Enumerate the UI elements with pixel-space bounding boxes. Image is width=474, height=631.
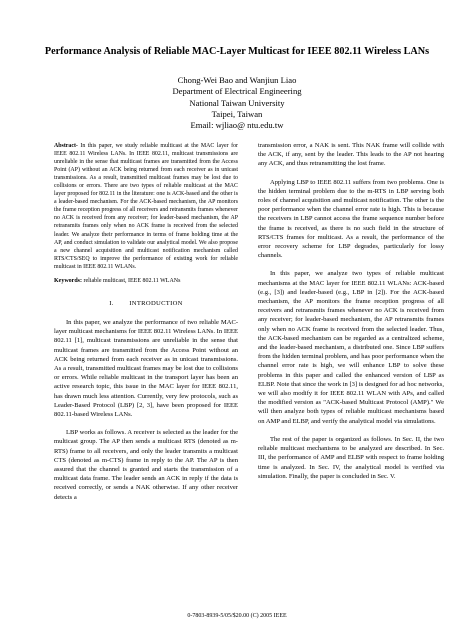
- intro-paragraph-2: LBP works as follows. A receiver is selected as the leader for the multicast group. The AP then sends a multicast RTS (denoted as m-RTS) frame to all receivers, and only the leader transmits a multicast CTS (denoted as m-CTS) frame in reply to the AP. The AP is then assured that the channel is granted and starts the transmission of a multicast data frame. The leader sends an ACK in reply if the data is received correctly, or sends a NAK otherwise. If any other receiver detects a: [54, 429, 238, 501]
- affiliation-department: Department of Electrical Engineering: [172, 86, 302, 97]
- author-names: Chong-Wei Bao and Wanjiun Liao: [177, 75, 297, 85]
- left-column: [54, 142, 238, 502]
- abstract-label: Abstract-: [54, 143, 78, 149]
- right-column: [258, 141, 444, 481]
- abstract-text: In this paper, we study reliable multicast at the MAC layer for IEEE 802.11 Wireless LANs. In IEEE 802.11, multicast transmissions are unreliable in the sense that multicast frames are transmitted from the Access Point (AP) without an ACK being returned from each receiver as in unicast transmissions. As a result, transmitted multicast frames may be lost due to collisions or errors. There are two types of reliable multicast at the MAC layer proposed for 802.11 in the literature: one is ACK-based and the other is a leader-based mechanism. For the ACK-based mechanism, the AP monitors the frame reception progress of all receivers and retransmits frames whenever no ACK is received from any receiver; for leader-based mechanism, the AP retransmits frames only when no ACK frame is received from the selected leader. We analyze their performance in terms of frame holding time at the AP, and conduct simulation to validate our analytical model. We also propose a new channel acquisition and multicast notification mechanism called RTS/CTS/SEQ to improve the performance of existing work for reliable multicast in IEEE 802.11 WLANs.: [54, 143, 238, 270]
- affiliation-city: Taipei, Taiwan: [211, 108, 263, 119]
- section-heading-introduction: I. INTRODUCTION: [109, 299, 183, 307]
- author-block: [100, 75, 374, 131]
- abstract: [54, 142, 238, 271]
- copyright-footer: 0-7803-8939-5/05/$20.00 (C) 2005 IEEE: [187, 613, 287, 619]
- paper-title: Performance Analysis of Reliable MAC-Layer Multicast for IEEE 802.11 Wireless LANs: [44, 46, 430, 57]
- right-paragraph-0: transmission error, a NAK is sent. This NAK frame will collide with the ACK, if any, sent by the leader. This leads to the AP not hearing any ACK, and thus retransmitting the lost frame.: [258, 142, 444, 168]
- affiliation-university: National Taiwan University: [189, 97, 285, 108]
- intro-paragraph-1: In this paper, we analyze the performance of two reliable MAC-layer multicast mechanisms for IEEE 802.11 Wireless LANs. In IEEE 802.11 [1], multicast transmissions are unreliable in the sense that multicast frames are transmitted from the Access Point without an ACK being returned from each receiver as in unicast transmissions. As a result, transmitted multicast frames may be lost due to collisions or errors. While reliable multicast in the transport layer has been an active research topic, this issue in the MAC layer for IEEE 802.11, has drawn much less attention. Currently, very few protocols, such as Leader-Based Protocol (LBP) [2, 3], have been proposed for IEEE 802.11-based Wireless LANs.: [54, 318, 238, 418]
- right-paragraph-2: In this paper, we analyze two types of reliable multicast mechanisms at the MAC layer for IEEE 802.11 WLANs: ACK-based (e.g., [3]) and leader-based (e.g., LBP in [2]). For the ACK-based mechanism, the AP monitors the frame reception progress of all receivers and retransmits frames whenever no ACK is received from any receiver; for leader-based mechanism, the AP retransmits frames only when no ACK frame is received from the selected leader. Thus, the ACK-based mechanism can be regarded as a centralized scheme, and the leader-based mechanism, a distributed one. Since LBP suffers from the hidden terminal problem, and has poor performance when the channel error rate is high, we will enhance LBP to solve these problems in this paper and called the enhanced version of LBP as ELBP. Note that since the work in [3] is designed for ad hoc networks, we will also modify it for IEEE 802.11 WLAN with APs, and called the modified version as "ACK-based Multicast Protocol (AMP)." We will then analyze both types of reliable multicast mechanisms based on AMP and ELBP, and verify the analytical model via simulations.: [258, 270, 444, 425]
- right-paragraph-1: Applying LBP to IEEE 802.11 suffers from two problems. One is the hidden terminal problem due to the m-RTS in LBP serving both roles of channel acquisition and multicast notification. The other is the poor performance when the channel error rate is high. This is because the receivers in LBP cannot access the frame sequence number before the frame is received, as there is no such field in the structure of RTS/CTS frames for multicast. As a result, the performance of the error recovery scheme for LBP degrades, particularly for lossy channels.: [258, 178, 444, 260]
- keywords-text: reliable multicast, IEEE 802.11 WLANs: [82, 277, 181, 284]
- right-paragraph-3: The rest of the paper is organized as follows. In Sec. II, the two reliable multicast mechanisms to be analyzed are described. In Sec. III, the performance of AMP and ELBP with respect to frame holding time is analyzed. In Sec. IV, the analytical model is verified via simulation. Finally, the paper is concluded in Sec. V.: [258, 435, 444, 480]
- keywords: [54, 277, 238, 285]
- keywords-label: Keywords:: [54, 277, 82, 284]
- author-email: Email: wjliao@ ntu.edu.tw: [190, 120, 284, 131]
